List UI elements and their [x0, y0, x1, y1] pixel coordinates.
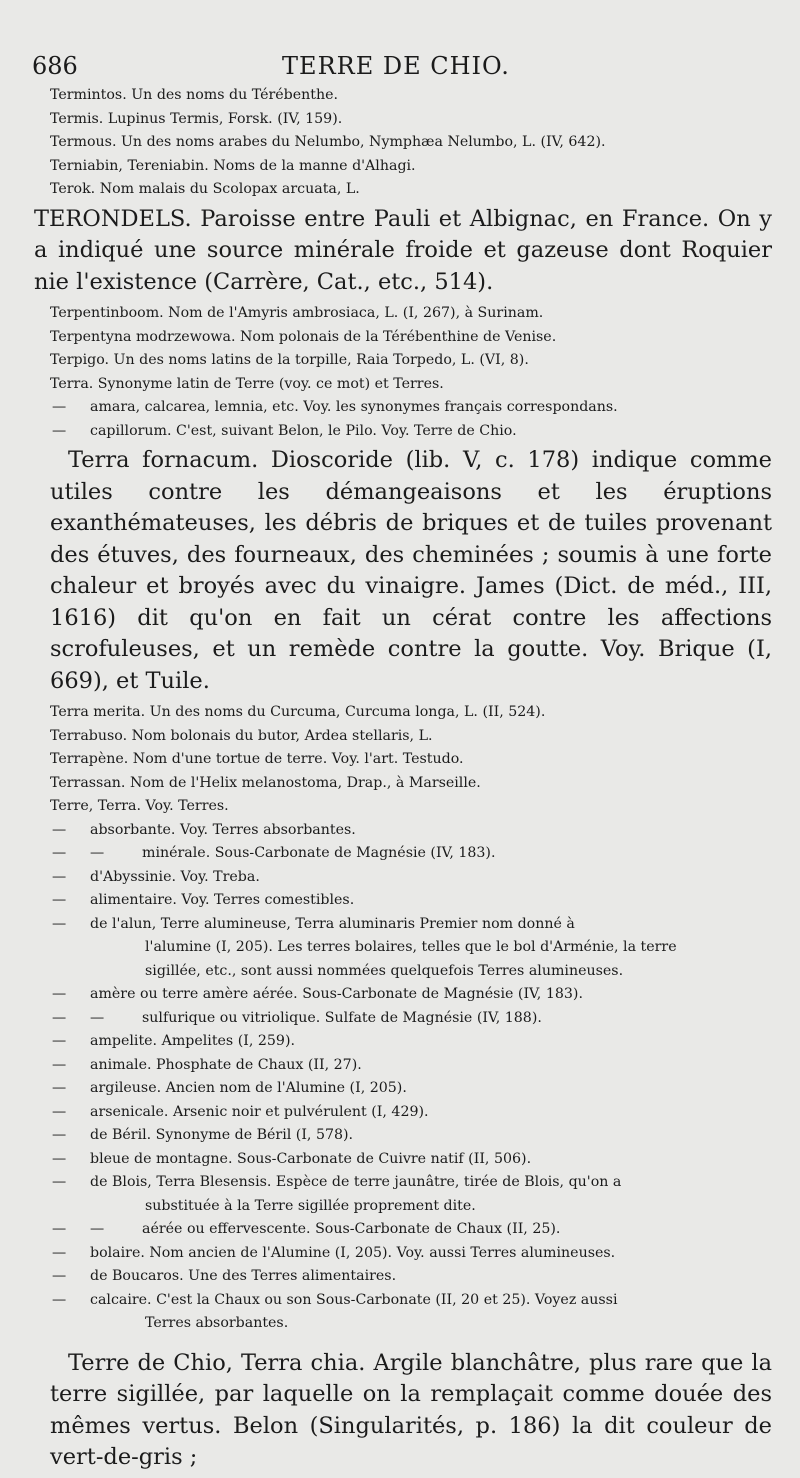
entry-text: aérée ou effervescente. Sous-Carbonate de Chaux (II, 25). [142, 1221, 561, 1237]
dash: — [90, 1221, 105, 1237]
dash: — [52, 1150, 67, 1167]
entry-terre-calcaire [50, 1289, 772, 1313]
entry-text: de Boucaros. Une des Terres alimentaires. [90, 1268, 397, 1284]
entry-terre-blois-cont: substituée à la Terre sigillée proprement dite. [145, 1197, 476, 1214]
entry-termintos: Termintos. Un des noms du Térébenthe. [50, 87, 339, 103]
entry-terre-ampelite [50, 1030, 772, 1054]
entry-text: argileuse. Ancien nom de l'Alumine (I, 205). [90, 1080, 407, 1096]
entry-terre-animale [50, 1054, 772, 1078]
entry-text: alimentaire. Voy. Terres comestibles. [90, 892, 355, 908]
entry-terrassan: Terrassan. Nom de l'Helix melanostoma, Drap., à Marseille. [50, 774, 481, 791]
entry-terre-de-chio: Terre de Chio, Terra chia. Argile blanchâtre, plus rare que la terre sigillée, par laquelle on la remplaçait comme douée des mêmes vertus. Belon (Singularités, p. 186) la dit couleur de vert-de-gris ; [50, 1349, 772, 1470]
entry-terre-alun [50, 913, 772, 937]
entry-termous: Termous. Un des noms arabes du Nelumbo, Nymphæa Nelumbo, L. (IV, 642). [50, 134, 606, 150]
dash: — [52, 1056, 67, 1073]
entry-text: amara, calcarea, lemnia, etc. Voy. les synonymes français correspondans. [90, 399, 618, 415]
entry-terre-aeree [50, 1218, 772, 1242]
entry-terre-arsenicale [50, 1101, 772, 1125]
entry-terra-fornacum: Terra fornacum. Dioscoride (lib. V, c. 178) indique comme utiles contre les démangeaisons et les éruptions exanthémateuses, les débris de briques et de tuiles provenant des étuves, des fourneaux, des cheminées ; soumis à une forte chaleur et broyés avec du vinaigre. James (Dict. de méd., III, 1616) dit qu'on en fait un cérat contre les affections scrofuleuses, et un remède contre la goutte. Voy. Brique (I, 669), et Tuile. [50, 447, 772, 694]
dash: — [52, 422, 67, 439]
entry-terpentinboom: Terpentinboom. Nom de l'Amyris ambrosiaca, L. (I, 267), à Surinam. [50, 305, 544, 321]
entry-terre-calcaire-cont: Terres absorbantes. [145, 1315, 289, 1331]
entry-terre-sulfurique [50, 1007, 772, 1031]
entry-terre-boucaros [50, 1265, 772, 1289]
dash: — [52, 845, 67, 861]
entry-terre: Terre, Terra. Voy. Terres. [50, 798, 229, 814]
entry-terre-beril [50, 1124, 772, 1148]
entry-terre-blois [50, 1171, 772, 1195]
entry-terra-amara [50, 396, 772, 420]
entry-text: de Blois, Terra Blesensis. Espèce de terre jaunâtre, tirée de Blois, qu'on a [90, 1174, 622, 1190]
entry-terok: Terok. Nom malais du Scolopax arcuata, L. [50, 181, 360, 197]
dash: — [52, 1268, 67, 1284]
entry-text: bleue de montagne. Sous-Carbonate de Cuivre natif (II, 506). [90, 1150, 532, 1167]
entry-termis: Termis. Lupinus Termis, Forsk. (IV, 159). [50, 110, 343, 127]
entry-terre-abyssinie [50, 866, 772, 890]
dash: — [52, 1127, 67, 1143]
dash: — [52, 1103, 67, 1120]
entry-text: capillorum. C'est, suivant Belon, le Pilo. Voy. Terre de Chio. [90, 422, 517, 439]
page-header [32, 52, 760, 82]
entry-terre-bleue [50, 1148, 772, 1172]
dash: — [52, 1033, 67, 1049]
entry-terra-capillorum [50, 420, 772, 444]
dash: — [52, 1291, 67, 1308]
entry-text: sulfurique ou vitriolique. Sulfate de Magnésie (IV, 188). [142, 1009, 542, 1026]
entry-terre-alun-cont2: sigillée, etc., sont aussi nommées quelquefois Terres alumineuses. [145, 962, 624, 979]
entry-terpigo: Terpigo. Un des noms latins de la torpille, Raia Torpedo, L. (VI, 8). [50, 352, 529, 368]
running-title: TERRE DE CHIO. [282, 52, 510, 80]
dash: — [90, 1009, 105, 1026]
dash: — [52, 821, 67, 838]
dash: — [52, 399, 67, 415]
entry-text: minérale. Sous-Carbonate de Magnésie (IV, 183). [142, 845, 496, 861]
dash: — [52, 892, 67, 908]
spacer [50, 1336, 772, 1346]
entry-terre-alimentaire [50, 889, 772, 913]
dash: — [52, 1009, 67, 1026]
entry-text: calcaire. C'est la Chaux ou son Sous-Carbonate (II, 20 et 25). Voyez aussi [90, 1291, 618, 1308]
dash: — [52, 868, 67, 885]
dash: — [52, 1080, 67, 1096]
dash: — [52, 1174, 67, 1190]
entry-terre-amere [50, 983, 772, 1007]
entry-text: amère ou terre amère aérée. Sous-Carbonate de Magnésie (IV, 183). [90, 986, 583, 1002]
page-number: 686 [32, 52, 78, 80]
entry-text: d'Abyssinie. Voy. Treba. [90, 868, 260, 885]
entry-terre-absorbante [50, 819, 772, 843]
entry-text: absorbante. Voy. Terres absorbantes. [90, 821, 356, 838]
entry-terre-minerale [50, 842, 772, 866]
dash: — [52, 1244, 67, 1261]
dash: — [52, 1221, 67, 1237]
entry-terre-bolaire [50, 1242, 772, 1266]
entry-terniabin: Terniabin, Tereniabin. Noms de la manne d'Alhagi. [50, 157, 416, 174]
dash: — [90, 845, 105, 861]
entry-terpentyna: Terpentyna modrzewowa. Nom polonais de la Térébenthine de Venise. [50, 328, 557, 345]
dash: — [52, 915, 67, 932]
entry-terra: Terra. Synonyme latin de Terre (voy. ce mot) et Terres. [50, 375, 444, 392]
entry-text: de l'alun, Terre alumineuse, Terra aluminaris Premier nom donné à [90, 915, 575, 932]
entry-text: ampelite. Ampelites (I, 259). [90, 1033, 296, 1049]
entry-terre-alun-cont: l'alumine (I, 205). Les terres bolaires, telles que le bol d'Arménie, la terre [145, 939, 677, 955]
entry-terra-merita: Terra merita. Un des noms du Curcuma, Curcuma longa, L. (II, 524). [50, 704, 546, 720]
dash: — [52, 986, 67, 1002]
entry-terre-argileuse [50, 1077, 772, 1101]
entry-text: arsenicale. Arsenic noir et pulvérulent (I, 429). [90, 1103, 429, 1120]
page-body [34, 84, 772, 1478]
entry-text: bolaire. Nom ancien de l'Alumine (I, 205). Voy. aussi Terres alumineuses. [90, 1244, 616, 1261]
entry-terrapene: Terrapène. Nom d'une tortue de terre. Voy. l'art. Testudo. [50, 751, 464, 767]
entry-text: animale. Phosphate de Chaux (II, 27). [90, 1056, 362, 1073]
entry-terrabuso: Terrabuso. Nom bolonais du butor, Ardea stellaris, L. [50, 727, 433, 744]
entry-terondels: TERONDELS. Paroisse entre Pauli et Albignac, en France. On y a indiqué une source minérale froide et gazeuse dont Roquier nie l'existence (Carrère, Cat., etc., 514). [34, 205, 772, 295]
entry-text: de Béril. Synonyme de Béril (I, 578). [90, 1127, 354, 1143]
